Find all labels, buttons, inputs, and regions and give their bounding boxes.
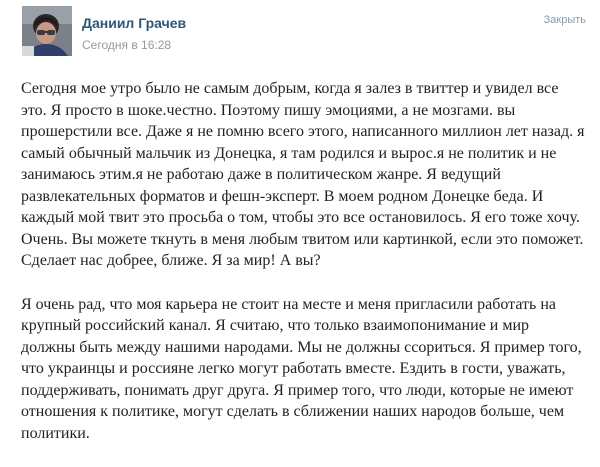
close-button[interactable]: Закрыть: [543, 14, 586, 26]
user-photo-icon: [22, 6, 72, 56]
author-name[interactable]: Даниил Грачев: [82, 15, 187, 31]
post-header: [0, 0, 600, 70]
post-body: [21, 78, 587, 466]
post-date[interactable]: Сегодня в 16:28: [82, 38, 172, 52]
post-paragraph: Я очень рад, что моя карьера не стоит на месте и меня пригласили работать на крупный российский канал. Я считаю, что только взаимопонимание и мир должны быть между нашими народами. Мы не должны ссориться. Я пример того, что украинцы и россияне легко могут работать вместе. Ездить в гости, уважать, поддерживать, понимать друг друга. Я пример того, что люди, которые не имеют отношения к политике, могут сделать в сближении наших народов больше, чем политики.: [21, 295, 582, 442]
post-paragraph: Сегодня мое утро было не самым добрым, когда я залез в твиттер и увидел все это. Я просто в шоке.честно. Поэтому пишу эмоциями, а не мозгами. вы прошерстили все. Даже я не помню всего этого, написанного миллион лет назад. я самый обычный мальчик из Донецка, я там родился и вырос.я не политик и не занимаюсь этим.я не работаю даже в политическом жанре. Я ведущий развлекательных форматов и фешн-эксперт. В моем родном Донецке беда. И каждый мой твит это просьба о том, чтобы это все остановилось. Я его тоже хочу. Очень. Вы можете ткнуть в меня любым твитом или картинкой, если это поможет. Сделает нас добрее, ближе. Я за мир! А вы?: [21, 80, 585, 269]
avatar[interactable]: [22, 6, 72, 56]
